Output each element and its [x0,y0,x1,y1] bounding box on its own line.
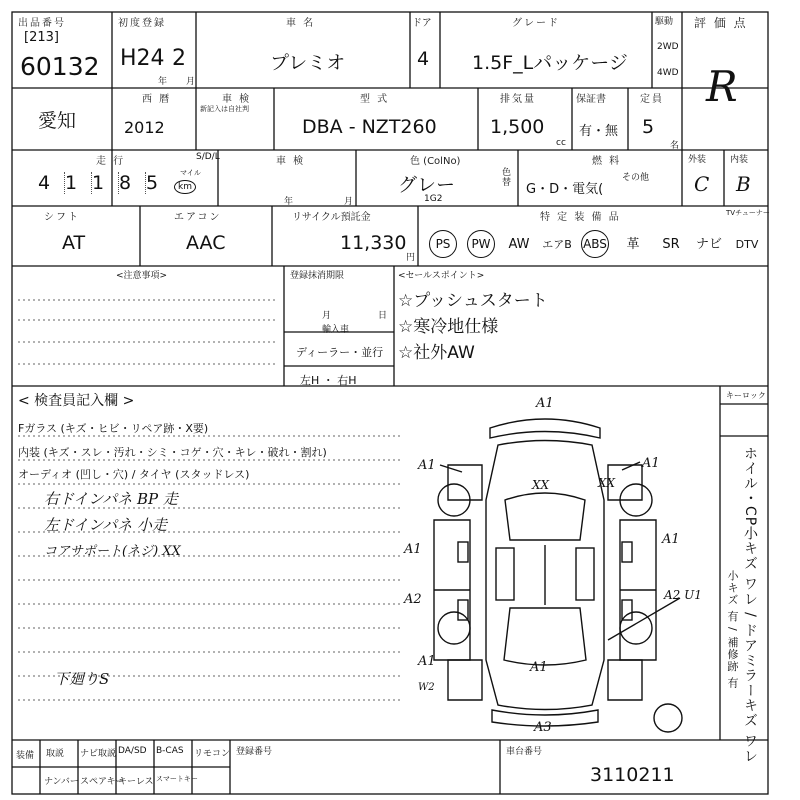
handwritten-note-3: コアサポート(ネジ) XX [44,544,181,559]
mark-a1-left: A1 [404,542,422,557]
western-year: 2012 [124,118,165,137]
color-change-label: 色替 [502,168,512,188]
color: グレー [398,174,456,196]
mileage-digit: 1 [92,172,119,194]
capacity-label: 定員 [640,94,664,105]
footer-item-2: ナビ取説 [80,749,117,759]
mark-a1-right: A1 [662,532,680,547]
handwritten-note-1: 右ドインパネ BP 走 [44,490,178,508]
drive-2wd: 2WD [657,42,679,52]
interior-label: 内装 [730,155,749,165]
shift-label: シフト [44,212,80,223]
import-label: 輸入車 [322,325,350,335]
score-label: 評 価 点 [694,16,748,30]
equipment-item: DTV [735,238,759,251]
capacity: 5 [642,116,655,138]
grade-label: グレード [512,18,560,29]
equipment-item [462,230,500,258]
warranty-label: 保証書 [576,94,606,105]
sales-point-3: ☆社外AW [398,343,475,363]
recycle-label: リサイクル預託金 [292,212,371,223]
equipment-list [424,230,766,259]
interior: B [736,172,751,196]
yen-unit: 円 [406,253,416,263]
first-reg-label: 初度登録 [118,18,166,29]
sales-point-1: ☆プッシュスタート [398,291,548,311]
equipment-item: 革 [626,237,640,252]
mark-a2-left: A2 [404,592,422,607]
displacement: 1,500 [490,116,545,138]
chassis-label: 車台番号 [506,747,543,757]
mileage-digit: 5 [146,172,161,194]
score: R [706,62,738,111]
mileage-digits [38,172,172,194]
model: DBA - NZT260 [302,116,437,138]
mileage-unit-mile: マイル [180,169,201,177]
mileage-unit-km: km [174,180,196,194]
ac-label: エアコン [174,212,222,223]
month-unit-notes: 月 [322,311,332,321]
shaken-label-2: 車 検 [276,156,306,167]
inspection-label: < 検査員記入欄 > [18,393,135,409]
sdl-label: S/D/L [196,152,220,162]
mark-xx-fr: XX [598,476,616,490]
ac: AAC [186,232,226,254]
inspection-line-3: オーディオ (凹し・穴) / タイヤ (スタッドレス) [18,468,250,481]
exterior: C [694,172,710,196]
mark-a3-rear: A3 [534,720,552,735]
day-unit-notes: 日 [378,311,388,321]
mark-a1-trunk: A1 [530,660,548,675]
mileage-label: 走 行 [96,156,126,167]
fuel-options: G・D・電気( [526,182,604,197]
footer-item-5: リモコン [194,749,231,759]
sales-label: <セールスポイント> [398,271,485,281]
equipment-item [424,230,462,258]
reg-no-label: 登録番号 [236,747,273,757]
recycle: 11,330 [340,232,407,254]
equipment-circled: PW [467,230,495,258]
side-note: ホイル・CP小キズ ワレ / ドアミラーキズ ワレ [742,446,758,764]
inspection-line-2: 内装 (キズ・スレ・汚れ・シミ・コゲ・穴・キレ・破れ・割れ) [18,446,327,459]
car-name-label: 車 名 [286,18,316,29]
year-unit: 年 [158,77,168,87]
inspection-line-1: Fガラス (キズ・ヒビ・リペア跡・X要) [18,422,209,435]
first-reg-era: H24 [120,46,165,71]
color-label: 色 (ColNo) [410,156,461,167]
equipment-item: ナビ [695,237,722,252]
mark-a1-top: A1 [536,396,554,411]
footer-item-7: スペアキー [80,777,125,787]
footer-item-6: ナンバー [44,777,79,787]
reg-deadline-label: 登録抹消期限 [290,271,345,281]
chassis-number: 3110211 [590,764,675,786]
drive-4wd: 4WD [657,68,679,78]
month-unit: 月 [186,77,196,87]
equipment-circled: PS [429,230,457,258]
equipment-item: SR [662,237,680,252]
equipment-circled: ABS [581,230,609,258]
western-year-label: 西 暦 [142,94,172,105]
mileage-digit: 8 [119,172,146,194]
tv-label: TVチューナー [726,209,770,217]
mark-w2: W2 [418,682,435,693]
people-unit: 名 [670,141,680,151]
equipment-label: 特 定 装 備 品 [540,212,621,223]
mark-a1-rl: A1 [418,654,436,669]
keylock-label: キーロック [726,391,766,400]
equipment-item [576,230,614,258]
drive-label: 駆動 [655,17,674,27]
footer-item-1: 取説 [46,749,65,759]
shift: AT [62,232,86,254]
side-note-2: 小キズ 有 / 補修跡 有 [726,570,739,689]
mark-a2u1-right: A2 U1 [664,588,702,602]
region: 愛知 [38,110,77,132]
cc-unit: cc [556,138,566,148]
mark-a1-fl: A1 [418,458,436,473]
grade: 1.5F_Lパッケージ [472,52,628,74]
shaken-label: 車 検 [222,94,252,105]
shaken-year-unit: 年 [284,197,294,207]
equipment-item: エアB [542,238,572,251]
shaken-month-unit: 月 [344,197,354,207]
color-code: 1G2 [424,194,443,204]
transport-label: <注意事項> [116,271,168,281]
footer-left-label: 装備 [16,751,35,761]
equipment-item: AW [508,237,530,252]
doors: 4 [417,48,430,70]
mark-xx-hood: XX [532,478,550,492]
car-name: プレミオ [270,52,346,74]
lot-label: 出品番号 [18,18,66,29]
sales-point-2: ☆寒冷地仕様 [398,317,499,337]
lot-code: [213] [24,30,59,45]
footer-item-4: B-CAS [156,746,184,756]
footer-item-9: スマートキー [156,775,198,783]
model-label: 型 式 [360,94,390,105]
mileage-digit: 1 [65,172,92,194]
undercarriage-note: 下廻りS [54,670,110,688]
mileage-digit: 4 [38,172,65,194]
lot-number: 60132 [20,52,100,81]
handwritten-note-2: 左ドインパネ 小走 [44,516,167,534]
fuel-label: 燃 料 [592,156,622,167]
displacement-label: 排気量 [500,94,536,105]
doors-label: ドア [412,18,432,29]
exterior-label: 外装 [688,155,707,165]
shaken-sub: 新記入は自社判 [200,105,249,113]
fuel-other: その他 [622,173,650,183]
steering: 左H ・ 右H [300,374,357,387]
import-value: ディーラー・並行 [296,346,384,359]
first-reg-month: 2 [172,46,186,71]
warranty: 有・無 [579,124,619,139]
mark-a1-fr: A1 [642,456,660,471]
footer-item-8: キーレス [118,777,154,787]
footer-item-3: DA/SD [118,746,147,756]
